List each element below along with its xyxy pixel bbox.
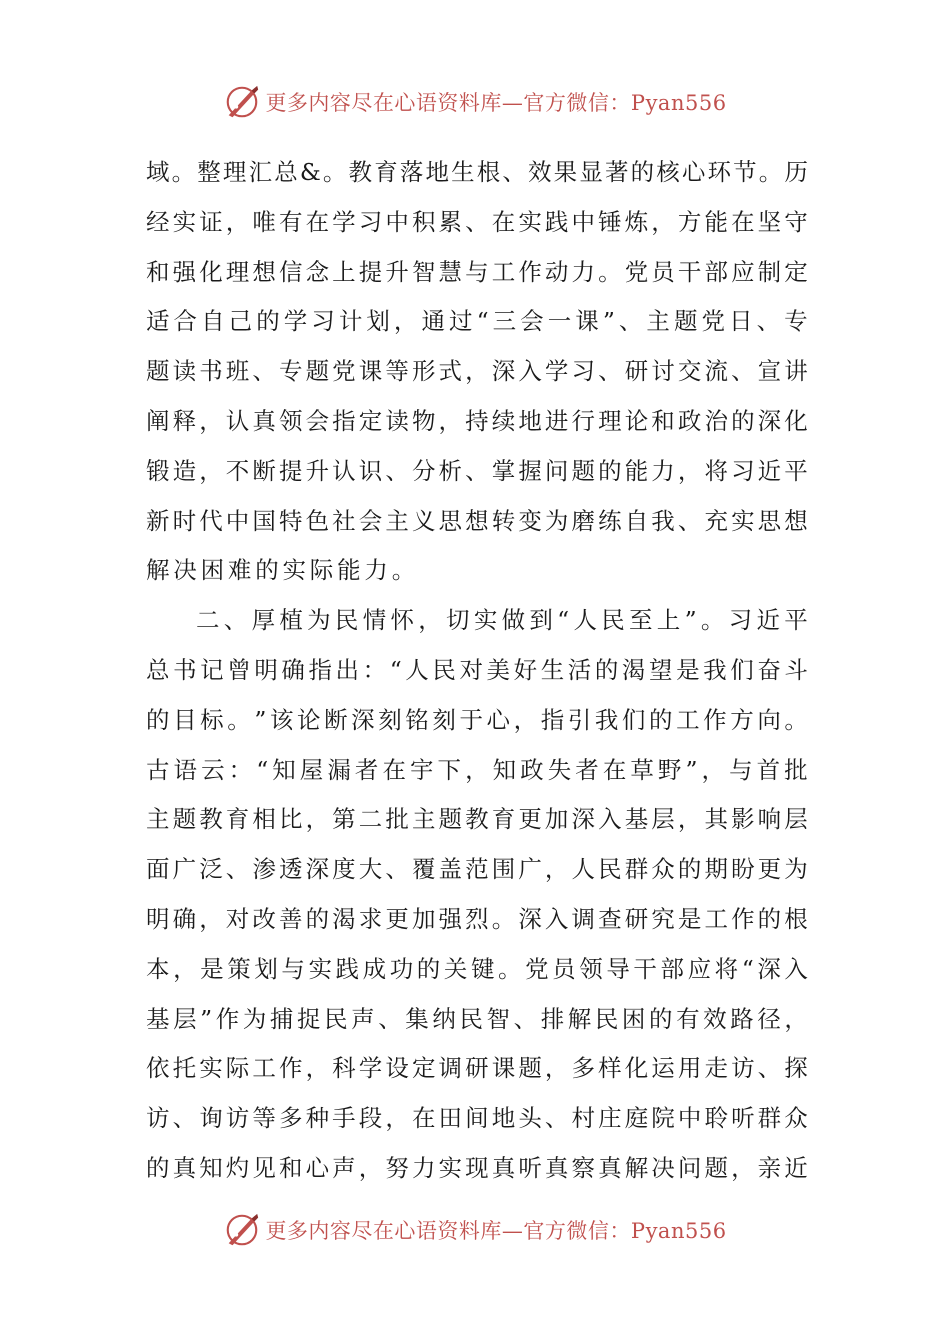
- text-line: [146, 696, 808, 746]
- text-line-content: 基 层 ” 作 为 捕 捉 民 声 、 集 纳 民 智 、 排 解 民 困 的 有 效 路 径 ，: [146, 1004, 808, 1033]
- text-line-content: 依 托 实 际 工 作 ， 科 学 设 定 调 研 课 题 ， 多 样 化 运 用 走 访 、 探: [146, 1054, 808, 1083]
- text-line-content: 题 读 书 班 、 专 题 党 课 等 形 式 ， 深 入 学 习 、 研 讨 交 流 、 宣 讲: [146, 357, 808, 386]
- pen-nib-icon: [223, 1211, 261, 1249]
- text-line-content: 新 时 代 中 国 特 色 社 会 主 义 思 想 转 变 为 磨 练 自 我 、 充 实 思 想: [146, 506, 808, 535]
- text-line-content: 适 合 自 己 的 学 习 计 划 ， 通 过 “ 三 会 一 课 ” 、 主 题 党 日 、 专: [146, 307, 808, 336]
- text-line: [146, 248, 808, 298]
- text-line: [146, 995, 808, 1045]
- text-line: [146, 895, 808, 945]
- text-line-content: 经 实 证 ， 唯 有 在 学 习 中 积 累 、 在 实 践 中 锤 炼 ， 方 能 在 坚 守: [146, 207, 808, 236]
- paragraph: [146, 596, 808, 1194]
- text-line: [146, 198, 808, 248]
- text-line: [146, 1094, 808, 1144]
- text-line-content: 二 、 厚 植 为 民 情 怀 ， 切 实 做 到 “ 人 民 至 上 ” 。 习 近 平: [196, 606, 808, 635]
- text-line: [146, 546, 808, 596]
- text-line: [146, 297, 808, 347]
- text-line-content: 面 广 泛 、 渗 透 深 度 大 、 覆 盖 范 围 广 ， 人 民 群 众 的 期 盼 更 为: [146, 855, 808, 884]
- watermark-text: 更多内容尽在心语资料库—官方微信：Pyan556: [265, 1219, 727, 1243]
- text-line-content: 的 真 知 灼 见 和 心 声 ， 努 力 实 现 真 听 真 察 真 解 决 问 题 ， 亲 近: [146, 1153, 808, 1182]
- text-line-content: 访 、 询 访 等 多 种 手 段 ， 在 田 间 地 头 、 村 庄 庭 院 中 聆 听 群 众: [146, 1104, 808, 1133]
- paragraph: [146, 148, 808, 596]
- text-line-content: 锻 造 ， 不 断 提 升 认 识 、 分 析 、 掌 握 问 题 的 能 力 ， 将 习 近 平: [146, 456, 808, 485]
- text-line: [146, 148, 808, 198]
- document-body: [146, 148, 808, 1194]
- text-line-content: 主 题 教 育 相 比 ， 第 二 批 主 题 教 育 更 加 深 入 基 层 ， 其 影 响 层: [146, 805, 808, 834]
- text-line-content: 和 强 化 理 想 信 念 上 提 升 智 慧 与 工 作 动 力 。 党 员 干 部 应 制 定: [146, 257, 808, 286]
- pen-nib-icon: [223, 83, 261, 121]
- watermark-text: 更多内容尽在心语资料库—官方微信：Pyan556: [265, 91, 727, 115]
- footer-watermark: [0, 1210, 950, 1250]
- text-line: [146, 347, 808, 397]
- text-line: [146, 447, 808, 497]
- text-line-content: 解决困难的实际能力。: [146, 556, 419, 585]
- text-line: [146, 397, 808, 447]
- text-line: [146, 795, 808, 845]
- text-line: [146, 1044, 808, 1094]
- text-line: [146, 646, 808, 696]
- text-line: [146, 945, 808, 995]
- text-line-content: 的 目 标 。 ” 该 论 断 深 刻 铭 刻 于 心 ， 指 引 我 们 的 工 作 方 向 。: [146, 705, 808, 734]
- header-watermark: [0, 82, 950, 122]
- text-line-content: 古 语 云 ： “ 知 屋 漏 者 在 宇 下 ， 知 政 失 者 在 草 野 ” ， 与 首 批: [146, 755, 808, 784]
- text-line-content: 明 确 ， 对 改 善 的 渴 求 更 加 强 烈 。 深 入 调 查 研 究 是 工 作 的 根: [146, 904, 808, 933]
- text-line-content: 域 。 整 理 汇 总 & 。 教 育 落 地 生 根 、 效 果 显 著 的 核 心 环 节 。 历: [146, 158, 808, 186]
- text-line-content: 总 书 记 曾 明 确 指 出 ： “ 人 民 对 美 好 生 活 的 渴 望 是 我 们 奋 斗: [146, 655, 808, 684]
- text-line: [146, 596, 808, 646]
- text-line: [146, 497, 808, 547]
- text-line: [146, 746, 808, 796]
- text-line: [146, 1144, 808, 1194]
- text-line: [146, 845, 808, 895]
- text-line-content: 本 ， 是 策 划 与 实 践 成 功 的 关 键 。 党 员 领 导 干 部 应 将 “ 深 入: [146, 954, 808, 983]
- text-line-content: 阐 释 ， 认 真 领 会 指 定 读 物 ， 持 续 地 进 行 理 论 和 政 治 的 深 化: [146, 406, 808, 435]
